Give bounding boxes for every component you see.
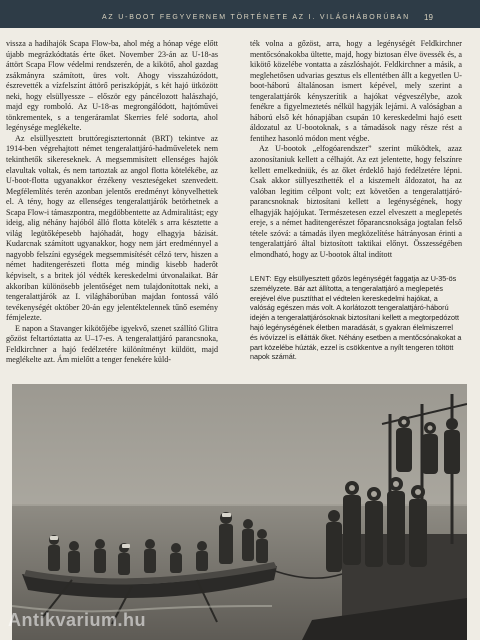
running-header-band [0, 0, 480, 28]
left-paragraph-3: E napon a Stavanger kikötőjébe igyekvő, szenet szállító Glitra gőzöst feltartóztatta az U–17-es. A tengeralattjáró parancsnoka, Feldkirchner a hajó fedélzetére különítményt küldött, majd meglékelte azt. Ám mielőtt a tenger fenekére küld- [6, 323, 218, 365]
left-paragraph-2: Az elsüllyesztett bruttóregisztertonnát (BRT) tekintve az 1914-ben végrehajtott német tengeralattjáró-hadműveletek nem tekinthetők sikereseknek. A megsemmisített ellenséges hajók elavultak voltak, és nem tartoztak az angol flotta kötelékébe, az U-boot-flotta ugyanakkor érzékeny veszteségeket szenvedett. Megfélemlítés terén azonban jelentős eredményt könyvelhettek el. A tény, hogy az ellenséges tengeralattjárók betörhetnek a Scapa Flow-i támaszpontra, megdöbbentette az Admiralitást; egy ideig, alig néhány hajóból álló flotta kötelék s arra késztette a világ legütőképesebb hajóhadát, hogy elhagyja bázisát. Kudarcnak számított ugyanakkor, hogy nem járt eredménnyel a nagyobb felszíni egységek megsemmisítését célzó terv, hiszen a német haditengerészeti flotta még mindig kisebb haderőt képviselt, s a britek jól védték kereskedelmi útvonalaikat. Bár akkoriban különösebb jelentőséget nem tulajdonítottak neki, a tengeralattjárók az I. világháborúban majdan fontossá váló tevékenységét október 20-án egy jelentéktelennek tűnő esemény fémjelezte. [6, 133, 218, 323]
left-paragraph-1: vissza a hadihajók Scapa Flow-ba, ahol még a hónap vége előtt újabb megrázkódtatás érte őket. November 23-án az U-18-as áttört Scapa Flow védelmi rendszerén, de a kikötő, ahol gazdag zsákmányra számított, üres volt. Ahogy visszahúzódott, észrevették a vízfelszínt áttörő periszkópját, s két hajó ütközött neki, hogy elsüllyessze – először egy páncélozott halászhajó, majd egy romboló. Az U-18-as megrongálódott, hajtóművei tönkrementek, s a tengeráramlat Skerries felé sodorta, ahol legénysége meglékelte. [6, 39, 218, 133]
right-text-column [250, 39, 462, 260]
photo-caption [250, 274, 462, 362]
watermark-text: Antikvarium.hu [8, 610, 147, 630]
running-header-title: AZ U-BOOT FEGYVERNEM TÖRTÉNETE AZ I. VILÁGHÁBORÚBAN [101, 14, 410, 21]
archival-photo-lifeboat-and-u-boat-crew [12, 384, 467, 640]
caption-text: Egy elsüllyesztett gőzös legénységét faggatja az U-35-ös személyzete. Bár azt állította, a tengeralattjáró a meglepetés erejével élve pusztíthat el védtelen kereskedelmi hajókat, a valóság egészen más volt. A korlátozott tengeralattjáró-háború idején a tengeralattjárósoknak biztosítani kellett a megtorpedózott hajó legénységének életben maradását, s gyakran élelmiszerrel és ivóvízzel is ellátták őket. Néhány esetben a mentőcsónakokat a part közelébe húzták, ezzel is csökkentve a nyílt tengeren töltött napok számát. [250, 274, 462, 362]
page-number: 19 [424, 13, 433, 22]
right-paragraph-2: Az U-bootok „elfogóarendszer” szerint működtek, azaz azonosítaniuk kellett a célhajót. Az ezt jelentette, hogy felszínre kellett emelkedniük, és az őket érdeklő hajó fedélzetére lépni. Csak akkor süllyeszthették el a kiszemelt áldozatot, ha az valóban legitim célpont volt; ezt követően a tengeralattjáró-parancsnoknak biztosítani kellett a legénységének, hogy elhagyják hajójukat. Természetesen ezzel elveszett a meglepetés ereje, s a német haditengerészet főparancsnoksága jogtalan felső tétele szóvá: a támadás ilyen megközelítése hátrányosan érinti a tengeralattjáró által biztosított taktikai előnyt. Összességében elmondható, hogy az U-bootok által indított [250, 144, 462, 259]
caption-lead: LENT: [250, 274, 273, 283]
photo-illustration [12, 384, 467, 640]
right-paragraph-1: ték volna a gőzöst, arra, hogy a legénységét Feldkirchner mentőcsónakokba ültette, majd, hogy biztosan élve övessék és, a kikötő közelébe vontatta a zászlóshajót. Feldkirchner a másik, a meglehetősen udvarias gesztus els ellentétben állt a kegyetlen U-boot-háború általánosan ismert képével, mely szerint a tengeralattjárók kényszerítik a hajókat végveszélybe, azok fenékre a figyelmeztetés nélkül hagyják lejárni. A valóságban a háború első két hónapjában csupán 10 kereskedelmi hajó esett áldozatul az U-bootoknak, s a támadások nagy része rést a fentihez hasonló módon ment végbe. [250, 39, 462, 143]
left-text-column [6, 39, 218, 366]
